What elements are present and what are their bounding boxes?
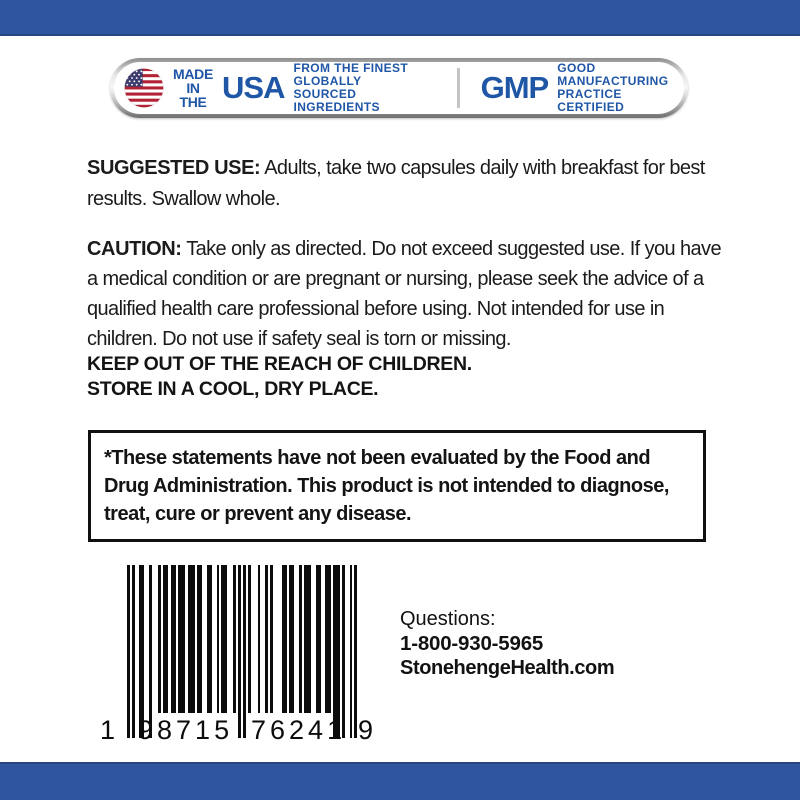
keep-out-warning: [87, 352, 472, 402]
badge-inner: [114, 62, 684, 114]
barcode-digits-group2: 76241: [251, 715, 347, 745]
keep-out-line2: STORE IN A COOL, DRY PLACE.: [87, 378, 379, 400]
caution-paragraph: [87, 234, 735, 354]
bottom-border-bar: [0, 762, 800, 800]
upc-barcode: [100, 565, 390, 757]
badge-divider: [457, 68, 460, 108]
keep-out-line1: KEEP OUT OF THE REACH OF CHILDREN.: [87, 353, 472, 375]
fda-disclaimer-text: *These statements have not been evaluated by the Food and Drug Administration. This product is not intended to diagnose, treat, cure or prevent any disease.: [104, 447, 669, 525]
caution-text: Take only as directed. Do not exceed suggested use. If you have a medical condition or are pregnant or nursing, please seek the advice of a qualified health care professional before using. Not intended for use in children. Do not use if safety seal is torn or missing.: [87, 238, 721, 350]
gmp-text: GMP: [480, 70, 549, 105]
sourced-line1: FROM THE FINEST GLOBALLY: [293, 61, 409, 88]
barcode-digit-right: 9: [358, 715, 374, 745]
barcode-digit-left: 1: [100, 715, 116, 745]
top-border-bar: [0, 0, 800, 36]
gmp-certified-text: [557, 62, 674, 114]
gmp-line2: PRACTICE CERTIFIED: [557, 87, 625, 114]
phone-number: 1-800-930-5965: [400, 632, 544, 655]
website-url: StonehengeHealth.com: [400, 657, 615, 679]
gmp-line1: GOOD MANUFACTURING: [557, 61, 669, 88]
caution-label: CAUTION:: [87, 238, 182, 260]
made-in-usa-gmp-badge: [110, 58, 688, 118]
made-line2: IN THE: [179, 80, 207, 110]
fda-disclaimer-box: [88, 430, 706, 542]
sourced-ingredients-text: [293, 62, 435, 114]
questions-label: Questions:: [400, 608, 496, 630]
suggested-use-label: SUGGESTED USE:: [87, 157, 261, 179]
suggested-use-paragraph: [87, 153, 735, 215]
contact-block: [400, 607, 614, 681]
suggested-use-text: Adults, take two capsules daily with breakfast for best results. Swallow whole.: [87, 157, 705, 210]
usa-text: USA: [222, 70, 285, 105]
barcode-digits-group1: 98715: [138, 715, 234, 745]
sourced-line2: SOURCED INGREDIENTS: [293, 87, 380, 114]
made-in-the-text: [173, 67, 213, 109]
us-flag-icon: [124, 68, 164, 108]
made-line1: MADE: [173, 66, 214, 82]
